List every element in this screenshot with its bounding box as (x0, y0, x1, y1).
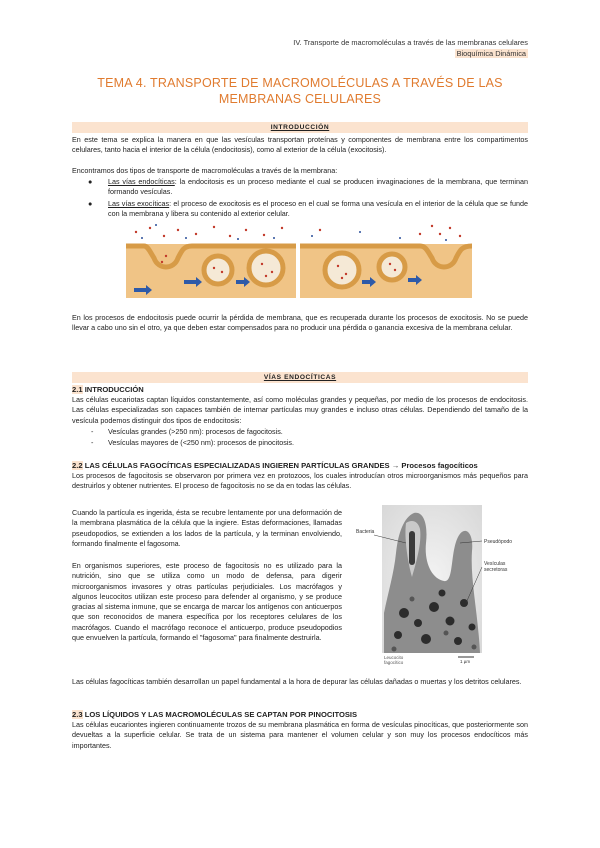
list-item-text: Vesículas mayores de (<250 nm): procesos de pinocitosis. (108, 438, 294, 447)
bullet-endociticas (88, 177, 528, 198)
subsection-title: LAS CÉLULAS FAGOCÍTICAS ESPECIALIZADAS INGIEREN PARTÍCULAS GRANDES → Procesos fagocíticos (84, 461, 478, 470)
section-heading: VÍAS ENDOCÍTICAS (263, 374, 337, 381)
header-chapter: IV. Transporte de macromoléculas a través de las membranas celulares (293, 38, 528, 47)
intro-paragraph-1: En este tema se explica la manera en que las vesículas transportan proteínas y componentes de membrana entre los compartimentos celulares, tanto hacia el interior de la célula (endocitosis), como al exterior de la célula (exocitosis). (72, 135, 528, 155)
section-bar-introduccion (72, 122, 528, 133)
subsection-2-1-paragraph: Las células eucariotas captan líquidos constantemente, así como moléculas grandes y pequeñas, por medio de los procesos de endocitosis. Las células especializadas son capaces también de internar partículas muy grandes e incluso otras células. Dependiendo del tamaño de la vesícula podemos distinguir dos tipos de endocitosis: (72, 395, 528, 425)
bullet-text: : la endocitosis es un proceso mediante el cual se producen invaginaciones de la membrana, que terminan formando vesículas. (108, 177, 529, 197)
title-line-2: MEMBRANAS CELULARES (218, 92, 382, 106)
subsection-title: LOS LÍQUIDOS Y LAS MACROMOLÉCULAS SE CAPTAN POR PINOCITOSIS (84, 710, 358, 719)
label-leucocito-2: fagocítico (384, 660, 404, 665)
exocytosis-diagram (300, 222, 472, 298)
label-leucocito: Leucocito (384, 655, 404, 660)
list-item-text: Vesículas grandes (>250 nm): procesos de fagocitosis. (108, 427, 283, 436)
subsection-number: 2.1 (72, 385, 83, 394)
list-item: - Vesículas grandes (>250 nm): procesos de fagocitosis. (91, 427, 283, 436)
bullet-exociticas (88, 199, 528, 220)
subsection-2-2-paragraph-1: Los procesos de fagocitosis se observaron por primera vez en protozoos, los cuales introducían otros microorganismos más pequeños para destruirlos y obtener nutrientes. El proceso de fagocitosis no se da en todas las células. (72, 471, 528, 491)
subsection-title: INTRODUCCIÓN (84, 385, 144, 394)
label-vesiculas (484, 561, 508, 573)
phagocytosis-micrograph (354, 503, 524, 665)
section-bar-vias-endociticas (72, 372, 528, 383)
subsection-number: 2.3 (72, 710, 83, 719)
label-vesiculas-2: secretoras (484, 567, 508, 573)
subsection-2-1-heading (72, 384, 528, 395)
subsection-2-2-paragraph-4: Las células fagocíticas también desarrollan un papel fundamental a la hora de depurar las células dañadas o muertas y los detritos celulares. (72, 677, 522, 686)
title-line-1: TEMA 4. TRANSPORTE DE MACROMOLÉCULAS A TRAVÉS DE LAS (97, 76, 503, 90)
bullet-dot-icon: ● (88, 177, 93, 186)
subsection-2-3-paragraph: Las células eucariontes ingieren continuamente trozos de su membrana plasmática en forma de vesículas pinocíticas, que posteriormente son devueltas a la superficie celular. Se trata de un sistema para mantener el volumen celular y son muy los procesos endocíticos más importantes. (72, 720, 528, 750)
page-header (293, 37, 528, 59)
subsection-2-2-paragraph-3: En organismos superiores, este proceso de fagocitosis no es utilizado para la nutrición, sino que se utiliza como un modo de defensa, para digerir microorganismos invasores y otras partículas perjudiciales. Los macrófagos y algunos leucocitos utilizan este proceso para defender al organismo, y se produce gracias al sistema inmune, que se encarga de marcar los antígenos con anticuerpos que son reconocidos de manera específica por los receptores celulares de los macrófagos. Cuando el macrófago reconoce el anticuerpo, produce pseudopodios que envuelven la partícula, formando el "fagosoma" para finalmente destruirla. (72, 561, 342, 643)
list-item: - Vesículas mayores de (<250 nm): procesos de pinocitosis. (91, 438, 294, 447)
endocytosis-diagram (126, 222, 296, 298)
subsection-2-2-paragraph-2: Cuando la partícula es ingerida, ésta se recubre lentamente por una deformación de la membrana plasmática de la célula que la ingiere. Estas deformaciones, llamadas pseudopodios, se extienden a los lados de la partícula, y la terminan envolviendo, formando finalmente el fagosoma. (72, 508, 342, 548)
subsection-number: 2.2 (72, 461, 83, 470)
section-heading: INTRODUCCIÓN (270, 124, 330, 131)
intro-paragraph-2: Encontramos dos tipos de transporte de macromoléculas a través de la membrana: (72, 166, 338, 175)
label-pseudopodo: Pseudópodo (484, 539, 513, 545)
label-scale: 1 µm (460, 659, 471, 664)
bullet-term: Las vías exocíticas (108, 199, 170, 208)
bullet-term: Las vías endocíticas (108, 177, 175, 186)
subsection-2-2-heading (72, 460, 528, 471)
intro-paragraph-3: En los procesos de endocitosis puede ocurrir la pérdida de membrana, que es recuperada durante los procesos de exocitosis. No se puede llevar a cabo uno sin el otro, ya que deben estar compensados para no producir una pérdida o ganancia excesiva de la membrana celular. (72, 313, 528, 333)
label-bacteria: Bacteria (356, 529, 375, 535)
subsection-2-3-heading (72, 709, 528, 720)
label-vesiculas-1: Vesículas (484, 561, 506, 567)
header-course: Bioquímica Dinámica (456, 49, 526, 58)
page-title (72, 75, 528, 107)
bullet-text: : el proceso de exocitosis es el proceso en el cual se forma una vesícula en el interior de la célula que se funde con la membrana y libera su contenido al exterior celular. (108, 199, 528, 219)
bullet-dot-icon: ● (88, 199, 93, 208)
